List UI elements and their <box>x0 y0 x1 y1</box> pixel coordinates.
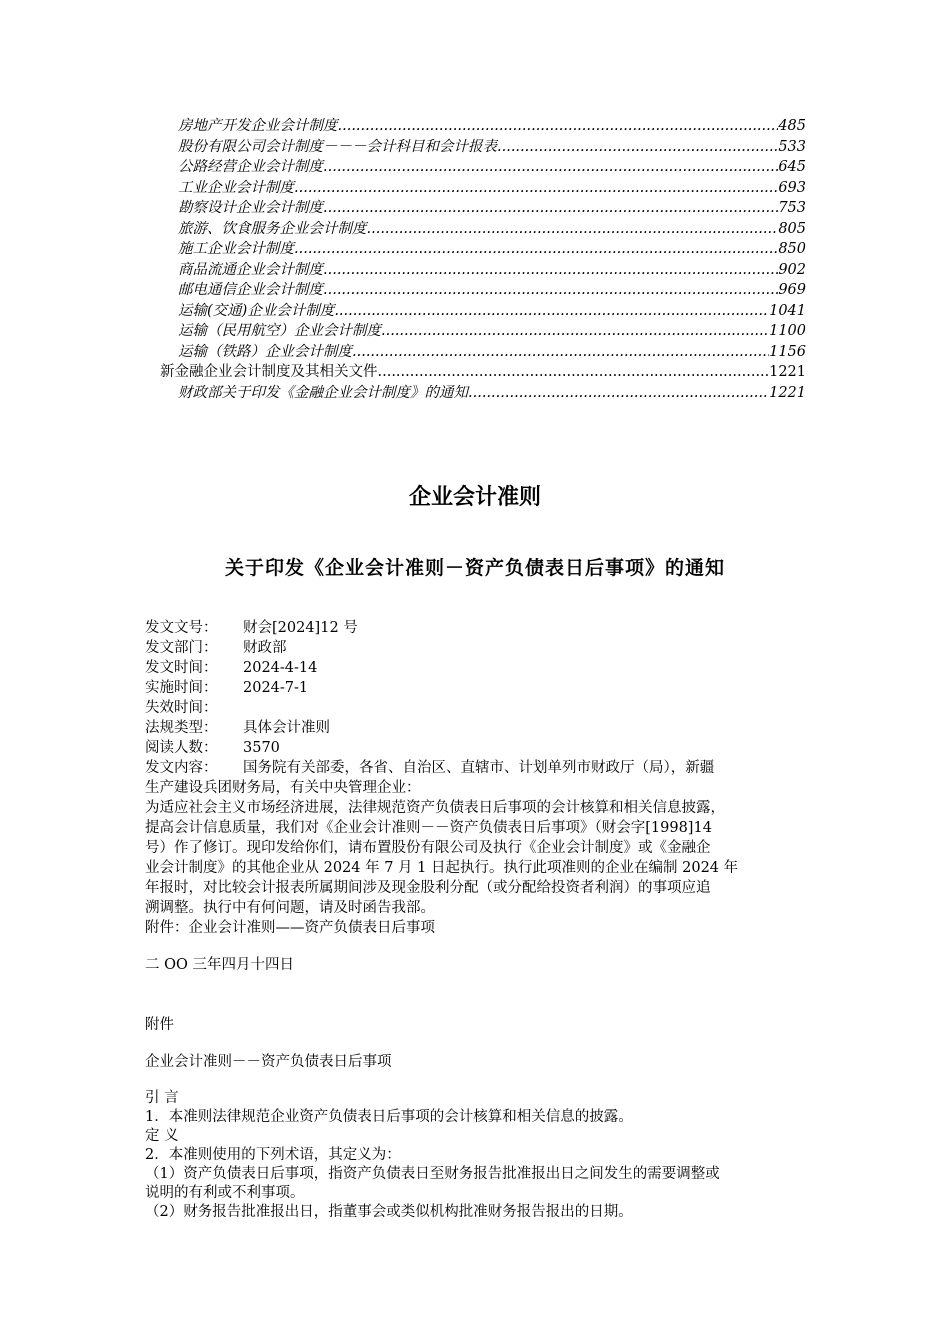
content-line: 为适应社会主义市场经济进展，法律规范资产负债表日后事项的会计核算和相关信息披露， <box>145 800 725 816</box>
toc-leader-dots <box>338 116 779 137</box>
toc-leader-dots <box>468 383 769 404</box>
meta-row-issue <box>145 658 358 678</box>
content-first-line <box>145 758 810 778</box>
meta-row-readers <box>145 738 358 758</box>
toc-entry-page: 1221 <box>769 384 806 401</box>
meta-value: 2024-4-14 <box>243 660 318 676</box>
toc-entry-title: 运输（铁路）企业会计制度 <box>178 343 352 360</box>
toc-entry-title: 运输(交通)企业会计制度 <box>178 302 335 319</box>
toc-entry[interactable] <box>160 301 806 322</box>
content-line: 溯调整。执行中有何问题，请及时函告我部。 <box>145 900 435 916</box>
content-line: 生产建设兵团财务局，有关中央管理企业： <box>145 780 421 796</box>
attachment-line: 附件：企业会计准则——资产负债表日后事项 <box>145 920 435 936</box>
toc-entry-title: 股份有限公司会计制度－－－会计科目和会计报表 <box>178 138 497 155</box>
toc-entry[interactable] <box>160 239 806 260</box>
meta-label: 发文部门： <box>145 640 218 656</box>
toc-entry[interactable] <box>160 260 806 281</box>
attachment-title: 企业会计准则－－资产负债表日后事项 <box>145 1054 392 1070</box>
content-line: 业会计制度》的其他企业从 2024 年 7 月 1 日起执行。执行此项准则的企业在编制 2024 年 <box>145 860 739 876</box>
toc-entry-page: 645 <box>778 159 806 175</box>
table-of-contents <box>160 116 806 403</box>
toc-entry-title: 财政部关于印发《金融企业会计制度》的通知 <box>178 384 468 401</box>
toc-entry-title: 工业企业会计制度 <box>178 179 294 196</box>
toc-entry[interactable] <box>160 280 806 301</box>
meta-label: 发文文号： <box>145 620 218 636</box>
toc-entry-title: 新金融企业会计制度及其相关文件 <box>160 364 378 380</box>
toc-entry[interactable] <box>160 219 806 240</box>
attachment-label: 附件 <box>145 1017 174 1033</box>
meta-row-effective <box>145 678 358 698</box>
meta-value: 3570 <box>243 740 280 756</box>
toc-entry[interactable] <box>160 178 806 199</box>
toc-leader-dots <box>352 342 769 363</box>
toc-leader-dots <box>497 137 778 158</box>
meta-label: 阅读人数： <box>145 740 218 756</box>
toc-entry[interactable] <box>160 342 806 363</box>
toc-leader-dots <box>323 198 778 219</box>
toc-leader-dots <box>294 178 778 199</box>
toc-entry[interactable] <box>160 116 806 137</box>
notice-title: 关于印发《企业会计准则－资产负债表日后事项》的通知 <box>224 557 725 579</box>
meta-label: 失效时间： <box>145 700 218 716</box>
content-line: 号）作了修订。现印发给你们，请布置股份有限公司及执行《企业会计制度》或《金融企 <box>145 840 711 856</box>
meta-row-expire <box>145 698 358 718</box>
content-paragraph <box>145 798 810 918</box>
toc-entry-page: 1156 <box>769 343 806 360</box>
toc-entry-page: 850 <box>778 241 806 257</box>
main-title: 企业会计准则 <box>408 485 541 510</box>
content-line: 年报时，对比较会计报表所属期间涉及现金股利分配（或分配给投资者利润）的事项应追 <box>145 880 711 896</box>
meta-value: 2024-7-1 <box>243 680 309 696</box>
toc-entry-title: 邮电通信企业会计制度 <box>178 282 323 298</box>
toc-entry[interactable] <box>160 137 806 158</box>
toc-leader-dots <box>334 301 769 322</box>
toc-entry-page: 902 <box>778 261 806 278</box>
toc-leader-dots <box>381 321 769 342</box>
date-line: 二 OO 三年四月十四日 <box>145 957 294 973</box>
meta-value: 财政部 <box>243 640 287 656</box>
toc-entry[interactable] <box>160 362 806 383</box>
toc-entry-title: 运输（民用航空）企业会计制度 <box>178 323 381 339</box>
toc-entry-title: 商品流通企业会计制度 <box>178 261 323 278</box>
toc-leader-dots <box>323 157 778 178</box>
toc-entry-title: 房地产开发企业会计制度 <box>178 118 338 134</box>
toc-entry-page: 693 <box>778 179 806 196</box>
toc-entry-page: 753 <box>778 200 806 216</box>
meta-value: 具体会计准则 <box>243 720 330 736</box>
toc-entry-page: 1221 <box>769 364 806 380</box>
document-metadata <box>145 618 358 758</box>
toc-entry-page: 969 <box>778 282 806 298</box>
toc-leader-dots <box>323 280 778 301</box>
toc-entry[interactable] <box>160 383 806 404</box>
toc-entry-title: 施工企业会计制度 <box>178 241 294 257</box>
meta-label: 法规类型： <box>145 720 218 736</box>
toc-entry-title: 勘察设计企业会计制度 <box>178 200 323 216</box>
rule-line: 1．本准则法律规范企业资产负债表日后事项的会计核算和相关信息的披露。 <box>145 1109 633 1125</box>
toc-entry-page: 805 <box>778 220 806 237</box>
toc-entry-title: 公路经营企业会计制度 <box>178 159 323 175</box>
rule-line: 引 言 <box>145 1090 179 1106</box>
meta-label: 发文时间： <box>145 660 218 676</box>
content-line: 国务院有关部委，各省、自治区、直辖市、计划单列市财政厅（局），新疆 <box>243 760 715 776</box>
toc-entry[interactable] <box>160 321 806 342</box>
rule-line: （2）财务报告批准报出日，指董事会或类似机构批准财务报告报出的日期。 <box>145 1204 633 1220</box>
meta-row-dept <box>145 638 358 658</box>
toc-leader-dots <box>323 260 778 281</box>
toc-entry[interactable] <box>160 157 806 178</box>
toc-leader-dots <box>367 219 779 240</box>
rule-line: 2．本准则使用的下列术语，其定义为： <box>145 1147 401 1163</box>
meta-label: 实施时间： <box>145 680 218 696</box>
toc-entry-page: 1041 <box>769 302 806 319</box>
meta-value: 财会[2024]12 号 <box>243 620 358 636</box>
content-line: 提高会计信息质量，我们对《企业会计准则－－资产负债表日后事项》（财会字[1998]14 <box>145 820 712 836</box>
toc-entry[interactable] <box>160 198 806 219</box>
meta-row-doc-no <box>145 618 358 638</box>
rule-line: （1）资产负债表日后事项，指资产负债表日至财务报告批准报出日之间发生的需要调整或 <box>145 1166 720 1182</box>
toc-entry-title: 旅游、饮食服务企业会计制度 <box>178 220 367 237</box>
content-label: 发文内容： <box>145 760 218 776</box>
rule-line: 说明的有利或不利事项。 <box>145 1185 305 1201</box>
rule-line: 定 义 <box>145 1128 179 1144</box>
notice-body <box>145 758 810 938</box>
toc-leader-dots <box>378 362 770 383</box>
standard-rules <box>145 1089 810 1222</box>
toc-entry-page: 1100 <box>769 323 806 339</box>
meta-row-type <box>145 718 358 738</box>
toc-entry-page: 485 <box>778 118 806 134</box>
toc-entry-page: 533 <box>778 138 806 155</box>
toc-leader-dots <box>294 239 778 260</box>
